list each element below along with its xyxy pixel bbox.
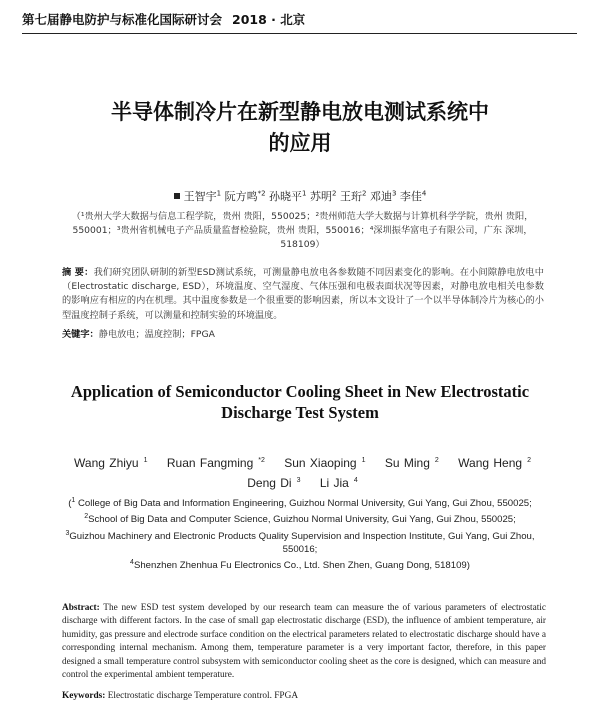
author-name: Li Jia [319,476,349,490]
conference-name: 第七届静电防护与标准化国际研讨会 [22,12,223,27]
author-name: Wang Heng [458,456,523,470]
author-affiliation-mark: 1 [302,189,307,198]
author-affiliation-mark: 3 [296,477,301,484]
square-bullet-icon [174,193,180,199]
chinese-abstract-text: 我们研究团队研制的新型ESD测试系统，可测量静电放电各参数随不同因素变化的影响。在小间隙静电放电中（Electrostatic discharge, ESD），环境温度、空气湿度、气体压强和电极表面状况等因素，对静电放电相关电参数的影响应有相应的内在机理。其中温度参数是一个很重要的影响因素，所以本文设计了一个以半导体制冷片为核心的小型温度控制子系统，可以测量和控制实验的环境温度。 [62,267,544,321]
chinese-keywords-label: 关键字： [62,329,99,340]
author [269,190,306,203]
affiliation-mark: 4 [130,559,134,567]
author-name: 苏明 [310,190,333,203]
conference-year-city: 2018 · 北京 [232,12,306,27]
author [400,190,426,203]
chinese-keywords-text: 静电放电；温度控制；FPGA [98,329,215,340]
author-name: 李佳 [399,190,422,203]
affiliation-line [60,510,540,526]
english-authors-line2 [60,472,540,492]
affiliation-mark: 2 [84,513,89,521]
author [340,190,366,203]
english-keywords-label: Keywords: [62,691,106,701]
author [453,456,531,470]
chinese-keywords [62,326,544,340]
chinese-abstract [62,266,544,323]
author-affiliation-mark: 2 [361,189,367,198]
chinese-affiliations: （¹贵州大学大数据与信息工程学院，贵州 贵阳，550025；²贵州师范大学大数据与计算机科学学院，贵州 贵阳，550001；³贵州省机械电子产品质量监督检验院，贵州 贵阳，550016；⁴深圳振华富电子有限公司，广东 深圳，518109） [71,211,534,250]
english-affiliations [60,494,540,573]
author-name: Sun Xiaoping [284,456,357,470]
chinese-title-line1: 半导体制冷片在新型静电放电测试系统中 [111,100,489,124]
chinese-authors [30,188,570,204]
author-name: Ruan Fangming [166,456,254,470]
english-keywords [62,691,546,701]
author-affiliation-mark: 4 [421,189,427,198]
english-abstract-label: Abstract: [62,603,100,613]
author-affiliation-mark: *2 [258,457,265,464]
author-name: Wang Zhiyu [74,456,139,470]
english-title [40,381,560,423]
affiliation-line [60,556,540,572]
author [310,190,336,203]
affiliation-text: Guizhou Machinery and Electronic Products Quality Supervision and Inspection Institute, Gui Yang, Gui Zhou, 550016; [69,530,535,556]
english-title-line1: Application of Semiconductor Cooling Sheet in New Electrostatic [70,382,530,401]
author-affiliation-mark: 4 [353,477,358,484]
affiliation-mark: 1 [71,497,76,504]
author [69,456,148,470]
author-name: 孙晓平 [269,190,303,203]
author-affiliation-mark: *2 [257,189,266,198]
author [370,190,396,203]
author-name: 邓迪 [369,190,392,203]
english-keywords-text: Electrostatic discharge Temperature control. FPGA [107,691,299,701]
english-abstract-text: The new ESD test system developed by our research team can measure the of various parameters of electrostatic discharge with different factors. In the case of small gap electrostatic discharge (ESD), the influence of ambient temperature, air humidity, gas pressure and electrode surface condition on the electrical parameters related to electrostatic discharge should have a corresponding internal mechanism. Among them, temperature parameter is a very important factor, therefore, in this paper designed a small temperature control subsystem with semiconductor cooling sheet as the core is designed, which can measure and control the experimental ambient temperature. [62,603,546,681]
author-affiliation-mark: 1 [361,457,366,464]
affiliation-line: ($^1$ College of Big Data and Information Engineering, Guizhou Normal University, Gui Yang, Gui Zhou, 550025; [68,497,532,510]
affiliation-text: School of Big Data and Computer Science, Guizhou Normal University, Gui Yang, Gui Zhou, 550025; [88,514,516,526]
author-affiliation-mark: 3 [391,189,397,198]
author [225,190,266,203]
chinese-title-line2: 的应用 [268,131,332,155]
english-title-line2: Discharge Test System [221,403,379,422]
affiliation-mark: 3 [65,529,70,537]
author-name: Su Ming [384,456,430,470]
author-name: 王珩 [339,190,362,203]
author-affiliation-mark: 1 [143,457,148,464]
chinese-title [30,97,570,159]
author [279,456,365,470]
author-name: 阮方鸣 [224,190,258,203]
author-affiliation-mark: 2 [434,457,439,464]
author [380,456,439,470]
author [315,476,358,490]
author [242,476,300,490]
affiliation-text: College of Big Data and Information Engineering, Guizhou Normal University, Gui Yang, Gui Zhou, 550025; [75,498,532,510]
author [184,190,221,203]
chinese-abstract-label: 摘 要： [62,267,94,278]
affiliation-text: Shenzhen Zhenhua Fu Electronics Co., Ltd. Shen Zhen, Guang Dong, 518109) [133,560,470,572]
chinese-author-list [184,190,427,203]
affiliation-line [60,527,540,557]
author-affiliation-mark: 2 [332,189,337,198]
author-affiliation-mark: 2 [527,457,531,464]
english-abstract [62,602,546,682]
author-name: 王智宇 [183,190,217,203]
english-authors-line1 [60,452,540,472]
english-authors [60,452,540,492]
author-affiliation-mark: 1 [216,189,222,198]
running-header [22,10,577,34]
author [162,456,265,470]
author-name: Deng Di [247,476,292,490]
